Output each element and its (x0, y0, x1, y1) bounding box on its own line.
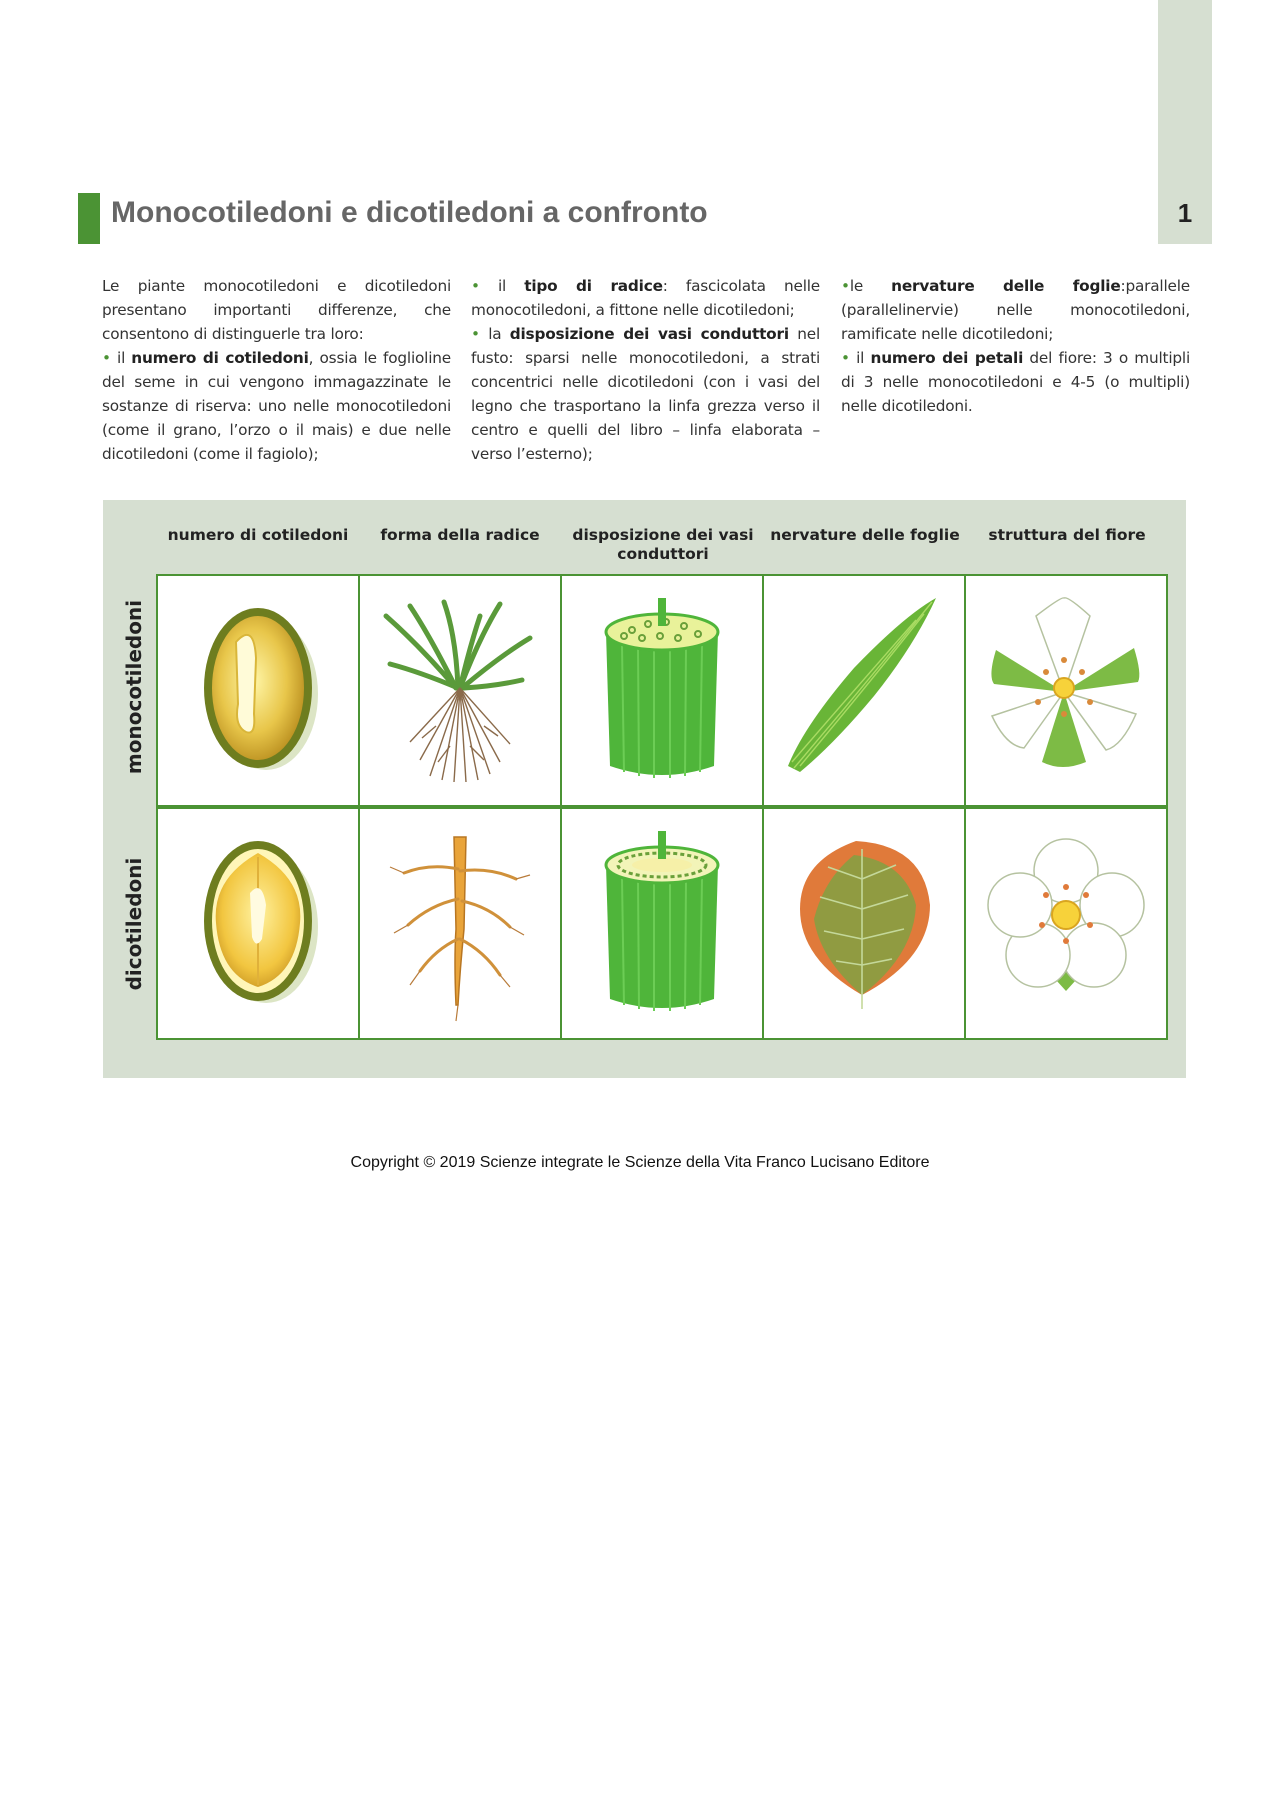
bullet-icon: • (102, 349, 111, 367)
header-struttura-fiore: struttura del fiore (988, 526, 1146, 544)
dico-leaf-image (764, 809, 964, 1035)
intro-paragraph: Le piante monocotiledoni e dicotiledoni presentano importanti differenze, che consentono di distinguerle tra loro: (102, 277, 451, 343)
bullet-text-pre: il (497, 277, 525, 295)
bullet-icon: • (471, 277, 480, 295)
header-nervature-foglie: nervature delle foglie (770, 526, 960, 544)
bullet-text-pre: le (849, 277, 892, 295)
bullet-numero-cotiledoni (102, 346, 451, 466)
page-number: 1 (1177, 198, 1193, 228)
bullet-term: nervature delle foglie (891, 277, 1121, 295)
bullet-icon: • (841, 277, 850, 295)
header-numero-cotiledoni: numero di cotiledoni (167, 526, 349, 544)
mono-flower-image (966, 576, 1166, 802)
bullet-term: numero dei petali (870, 349, 1024, 367)
dico-flower-image (966, 809, 1166, 1035)
dico-taproot-image (360, 809, 560, 1035)
bullet-text-post: :parallele (parallelinervie) nelle monocotiledoni, ramificate nelle dicotiledoni; (841, 277, 1190, 343)
mono-leaf-image (764, 576, 964, 802)
bullet-text-post: del fiore: 3 o multipli di 3 nelle monocotiledoni e 4-5 (o multipli) nelle dicotiledoni. (841, 349, 1190, 415)
mono-stem-section-image (562, 576, 762, 802)
dico-seed-image (158, 809, 358, 1035)
comparison-grid (156, 574, 1168, 1040)
title-accent-bar (78, 193, 100, 244)
row-label-dicotiledoni: dicotiledoni (122, 857, 146, 991)
bullet-numero-petali (841, 346, 1190, 418)
bullet-term: disposizione dei vasi conduttori (509, 325, 789, 343)
bullet-disposizione-vasi (471, 322, 820, 466)
copyright-footer: Copyright © 2019 Scienze integrate le Scienze della Vita Franco Lucisano Editore (350, 1154, 930, 1171)
header-disposizione-vasi: disposizione dei vasi conduttori (572, 526, 754, 563)
text-column-1 (102, 274, 451, 466)
bullet-nervature-foglie (841, 274, 1190, 346)
bullet-tipo-radice (471, 274, 820, 322)
bullet-term: numero di cotiledoni (131, 349, 309, 367)
bullet-text-post: , ossia le foglioline del seme in cui vengono immagazzinate le sostanze di riserva: uno nelle monocotiledoni (come il grano, l’orzo o il mais) e due nelle dicotiledoni (come il fagiolo); (102, 349, 451, 463)
bullet-text-post: : fascicolata nelle monocotiledoni, a fittone nelle dicotiledoni; (471, 277, 821, 319)
bullet-text-pre: la (488, 325, 510, 343)
bullet-text-post: nel fusto: sparsi nelle monocotiledoni, a strati concentrici nelle dicotiledoni (con i vasi del legno che trasportano la linfa grezza verso il centro e quelli del libro – linfa elaborata – verso l’esterno); (471, 325, 820, 463)
row-label-monocotiledoni: monocotiledoni (122, 599, 146, 775)
header-forma-radice: forma della radice (380, 526, 540, 544)
bullet-term: tipo di radice (524, 277, 663, 295)
page-title: Monocotiledoni e dicotiledoni a confronto (111, 196, 708, 229)
bullet-text-pre: il (117, 349, 132, 367)
mono-seed-image (158, 576, 358, 802)
text-column-3 (841, 274, 1190, 418)
mono-fibrous-root-image (360, 576, 560, 802)
bullet-icon: • (841, 349, 850, 367)
bullet-icon: • (471, 325, 480, 343)
bullet-text-pre: il (856, 349, 871, 367)
text-column-2 (471, 274, 820, 466)
dico-stem-section-image (562, 809, 762, 1035)
